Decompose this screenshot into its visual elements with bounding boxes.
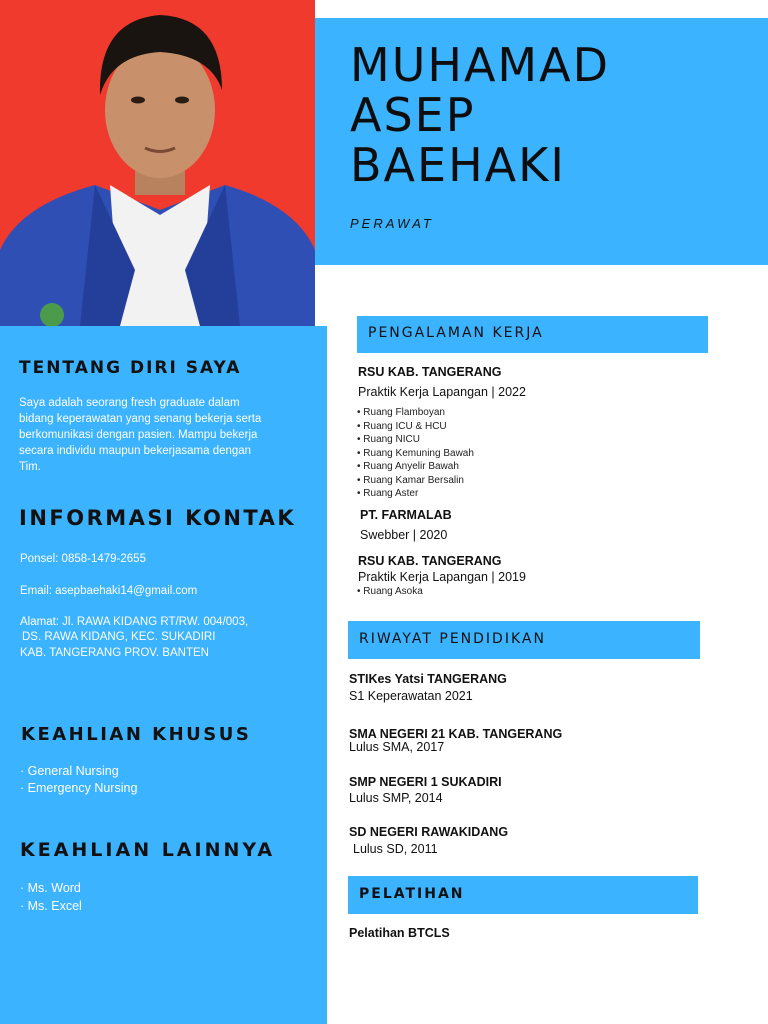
list-item: • Ruang Asoka [357, 586, 423, 597]
name-line-3: BAEHAKI [350, 138, 566, 192]
training-heading-bar [348, 876, 698, 914]
list-item: · General Nursing [20, 764, 119, 778]
experience-org: PT. FARMALAB [360, 508, 452, 522]
experience-heading-bar [357, 316, 708, 353]
education-detail: S1 Keperawatan 2021 [349, 689, 473, 703]
list-item: • Ruang NICU [357, 434, 420, 445]
about-line: secara individu maupun bekerjasama dengan [19, 445, 252, 457]
person-portrait-illustration [0, 0, 315, 326]
education-heading-bar [348, 621, 700, 659]
list-item: · Ms. Excel [20, 899, 82, 913]
job-title: PERAWAT [350, 216, 434, 231]
experience-detail: Praktik Kerja Lapangan | 2022 [358, 385, 526, 399]
other-skills-list [20, 879, 82, 915]
list-item: • Ruang Flamboyan [357, 407, 445, 418]
list-item: • Ruang Kamar Bersalin [357, 474, 464, 486]
special-skills-list [20, 763, 137, 797]
list-item: • Ruang Aster [357, 488, 419, 499]
education-school: SMP NEGERI 1 SUKADIRI [349, 775, 502, 789]
contact-heading: INFORMASI KONTAK [19, 506, 297, 530]
list-item: • Ruang Anyelir Bawah [357, 461, 459, 472]
list-item: • Ruang Kemuning Bawah [357, 447, 474, 459]
name-line-1: MUHAMAD [350, 38, 610, 92]
about-line: bidang keperawatan yang senang bekerja serta [19, 413, 262, 425]
name-line-2: ASEP [350, 88, 476, 142]
education-school: STIKes Yatsi TANGERANG [349, 672, 507, 686]
experience-items [357, 406, 474, 501]
about-paragraph [19, 395, 319, 475]
education-detail: Lulus SD, 2011 [353, 842, 438, 856]
experience-heading: PENGALAMAN KERJA [368, 325, 544, 341]
profile-photo [0, 0, 315, 326]
contact-address-line: Alamat: Jl. RAWA KIDANG RT/RW. 004/003, [20, 616, 249, 628]
list-item: · Emergency Nursing [20, 781, 138, 795]
education-heading: RIWAYAT PENDIDIKAN [359, 631, 546, 647]
contact-phone: Ponsel: 0858-1479-2655 [20, 553, 146, 565]
training-item: Pelatihan BTCLS [349, 926, 450, 940]
list-item: · Ms. Word [20, 881, 81, 895]
education-school: SD NEGERI RAWAKIDANG [349, 825, 509, 839]
education-detail: Lulus SMA, 2017 [349, 740, 445, 754]
full-name [350, 40, 750, 190]
contact-email: Email: asepbaehaki14@gmail.com [20, 585, 198, 597]
education-school: SMA NEGERI 21 KAB. TANGERANG [349, 727, 563, 741]
contact-address-line: KAB. TANGERANG PROV. BANTEN [20, 647, 209, 659]
other-skills-heading: KEAHLIAN LAINNYA [20, 839, 276, 861]
education-detail: Lulus SMP, 2014 [349, 791, 443, 805]
about-line: Saya adalah seorang fresh graduate dalam [19, 397, 240, 409]
experience-org: RSU KAB. TANGERANG [358, 365, 502, 379]
about-line: Tim. [19, 461, 41, 473]
special-skills-heading: KEAHLIAN KHUSUS [21, 724, 252, 745]
experience-org: RSU KAB. TANGERANG [358, 554, 502, 568]
contact-address-line: DS. RAWA KIDANG, KEC. SUKADIRI [22, 631, 216, 643]
about-heading: TENTANG DIRI SAYA [19, 358, 242, 378]
list-item: • Ruang ICU & HCU [357, 420, 447, 432]
about-line: berkomunikasi dengan pasien. Mampu bekerja [19, 429, 258, 441]
training-heading: PELATIHAN [359, 886, 465, 902]
experience-detail: Swebber | 2020 [360, 528, 448, 542]
experience-detail: Praktik Kerja Lapangan | 2019 [358, 570, 526, 584]
